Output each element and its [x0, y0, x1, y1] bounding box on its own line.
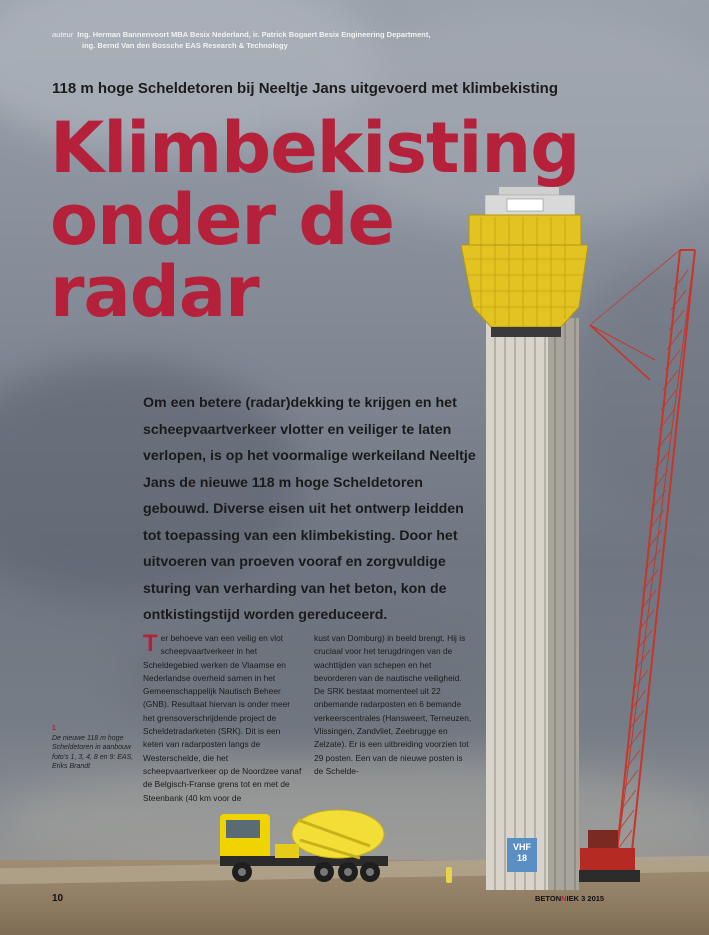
byline-line-1 — [52, 29, 572, 40]
vhf-sign-line1: VHF — [513, 842, 531, 852]
vhf-sign — [507, 838, 537, 872]
title-line-2: onder de — [50, 179, 394, 261]
photo-caption — [52, 724, 140, 772]
worker-figure — [446, 867, 452, 883]
vhf-sign-line2: 18 — [516, 853, 527, 863]
lead-paragraph: Om een betere (radar)dekking te krijgen en het scheepvaartverkeer vlotter en veiliger te laten verlopen, is op het voormalige werkeiland Neeltje Jans de nieuwe 118 m hoge Scheldetoren gebouwd. Diverse eisen uit het ontwerp leidden tot toepassing van een klimbekisting. Door het uitvoeren van proeven vooraf en zorgvuldige sturing van verharding van het beton, kon de ontkistingstijd worden gereduceerd. — [143, 395, 476, 623]
concrete-truck — [220, 796, 390, 886]
article-title — [50, 107, 670, 333]
drop-cap: T — [143, 630, 158, 657]
body-column-2 — [314, 632, 474, 778]
magazine-footer — [535, 894, 604, 903]
body-text-2: kust van Domburg) in beeld brengt. Hij is cruciaal voor het terugdringen van de wachttijden van schepen en het bevorderen van de nautische veiligheid. De SRK bestaat momenteel uit 22 onbemande radarposten en 6 bemande verkeerscentrales (Hansweert, Terneuzen, Vlissingen, Zandvliet, Zeebrugge en Zelzate). Er is een uitbreiding voorzien tot 29 posten. Een van de nieuwe posten is de Schelde- — [314, 633, 472, 776]
footer-magazine-b: IEK — [566, 894, 580, 903]
author-names-1: Ing. Herman Bannenvoort MBA Besix Nederland, ir. Patrick Bogaert Besix Engineering Department, — [77, 30, 431, 39]
footer-issue: 3 2015 — [581, 894, 605, 903]
author-names-2: ing. Bernd Van den Bossche EAS Research & Technology — [82, 41, 288, 50]
caption-text: De nieuwe 118 m hoge Scheldetoren in aanbouw — [52, 734, 132, 752]
footer-magazine-m: N — [561, 894, 567, 903]
page-number: 10 — [52, 893, 64, 904]
article-subtitle: 118 m hoge Scheldetoren bij Neeltje Jans uitgevoerd met klimbekisting — [52, 80, 558, 97]
caption-number: 1 — [52, 725, 56, 732]
author-byline — [52, 29, 572, 51]
body-column-1 — [143, 632, 303, 805]
title-line-1: Klimbekisting — [50, 107, 580, 189]
byline-line-2 — [52, 40, 572, 51]
byline-label: auteur — [52, 30, 74, 39]
body-text-1: er behoeve van een veilig en vlot scheepvaartverkeer in het Scheldegebied werken de Vlaamse en Nederlandse overheid samen in het Gemeenschappelijk Nautisch Beheer (GNB). Resultaat hiervan is onder meer het grensoverschrijdende project de Scheldetradarketen (SRK). Dit is een keten van radarposten langs de Westerschelde, die het scheepvaartverkeer op de Noordzee vanaf de Belgisch-Franse grens tot en met de Steenbank (40 km voor de — [143, 633, 302, 803]
tower-shadow — [548, 318, 579, 890]
caption-credit: foto’s 1, 3, 4, 8 en 9: EAS, Eriks Brandt — [52, 753, 134, 771]
footer-magazine-a: BETON — [535, 894, 562, 903]
title-line-3: radar — [50, 251, 259, 333]
